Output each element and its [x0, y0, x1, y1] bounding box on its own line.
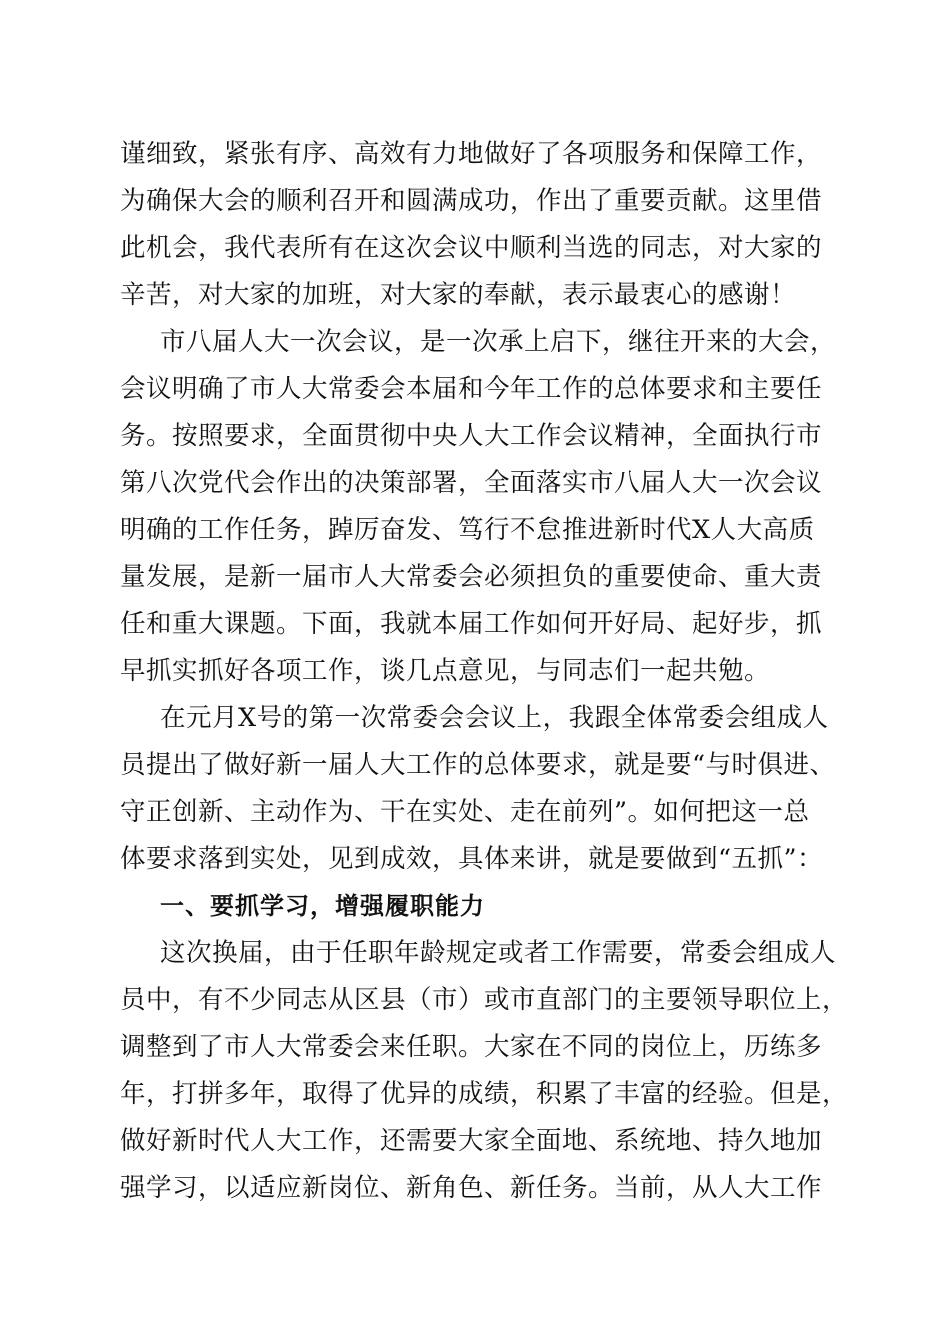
paragraph-start: 市八届人大一次会议，是一次承上启下，继往开来的大会， — [160, 327, 837, 357]
text-line: 此机会，我代表所有在这次会议中顺利当选的同志，对大家的 — [120, 233, 823, 263]
text-line: 明确的工作任务，踔厉奋发、笃行不怠推进新时代X人大高质 — [120, 515, 815, 545]
text-line: 会议明确了市人大常委会本届和今年工作的总体要求和主要任 — [120, 374, 823, 404]
text-line: 辛苦，对大家的加班，对大家的奉献，表示最衷心的感谢！ — [120, 280, 797, 310]
paragraph-start: 在元月X号的第一次常委会会议上，我跟全体常委会组成人 — [160, 703, 829, 733]
text-line: 为确保大会的顺利召开和圆满成功，作出了重要贡献。这里借 — [120, 186, 823, 216]
text-line: 年，打拼多年，取得了优异的成绩，积累了丰富的经验。但是， — [120, 1079, 849, 1109]
text-line: 守正创新、主动作为、干在实处、走在前列”。如何把这一总 — [120, 797, 810, 827]
text-line: 员提出了做好新一届人大工作的总体要求，就是要“与时俱进、 — [120, 750, 836, 780]
text-line: 调整到了市人大常委会来任职。大家在不同的岗位上，历练多 — [120, 1032, 823, 1062]
text-line: 强学习，以适应新岗位、新角色、新任务。当前，从人大工作 — [120, 1173, 823, 1203]
text-line: 员中，有不少同志从区县（市）或市直部门的主要领导职位上， — [120, 985, 849, 1015]
text-line: 做好新时代人大工作，还需要大家全面地、系统地、持久地加 — [120, 1126, 823, 1156]
paragraph-start: 这次换届，由于任职年龄规定或者工作需要，常委会组成人 — [160, 938, 837, 968]
text-line: 谨细致，紧张有序、高效有力地做好了各项服务和保障工作， — [120, 139, 823, 169]
text-line: 任和重大课题。下面，我就本届工作如何开好局、起好步，抓 — [120, 609, 823, 639]
text-line: 早抓实抓好各项工作，谈几点意见，与同志们一起共勉。 — [120, 656, 771, 686]
text-line: 体要求落到实处，见到成效，具体来讲，就是要做到“五抓”： — [120, 844, 824, 874]
document-page — [120, 131, 849, 1212]
text-line: 务。按照要求，全面贯彻中央人大工作会议精神，全面执行市 — [120, 421, 823, 451]
section-heading: 一、要抓学习，增强履职能力 — [160, 892, 485, 920]
text-line: 第八次党代会作出的决策部署，全面落实市八届人大一次会议 — [120, 468, 823, 498]
text-line: 量发展，是新一届市人大常委会必须担负的重要使命、重大责 — [120, 562, 823, 592]
